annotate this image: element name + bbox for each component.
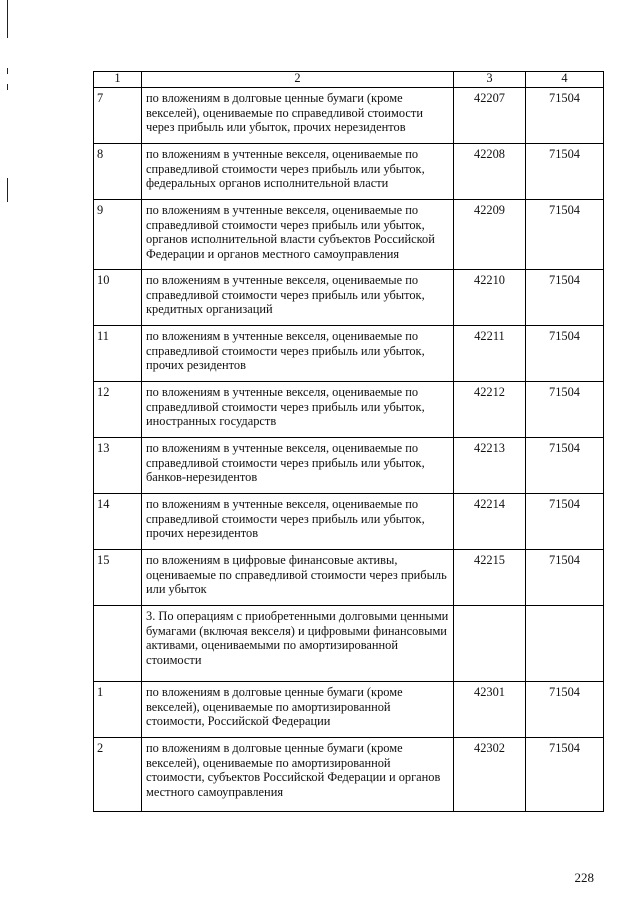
table-row bbox=[94, 326, 604, 382]
account-code-2: 71504 bbox=[526, 270, 604, 326]
row-description: по вложениям в долговые ценные бумаги (кроме векселей), оцениваемые по амортизированной стоимости, субъектов Российской Федерации и органов местного самоуправления bbox=[142, 738, 454, 812]
account-code-2: 71504 bbox=[526, 682, 604, 738]
account-code-2 bbox=[526, 606, 604, 682]
table-row bbox=[94, 438, 604, 494]
row-description: по вложениям в учтенные векселя, оцениваемые по справедливой стоимости через прибыль или убыток, прочих резидентов bbox=[142, 326, 454, 382]
account-code: 42212 bbox=[454, 382, 526, 438]
row-number: 1 bbox=[94, 682, 142, 738]
row-description: по вложениям в учтенные векселя, оцениваемые по справедливой стоимости через прибыль или убыток, органов исполнительной власти субъектов Российской Федерации и органов местного самоуправления bbox=[142, 200, 454, 270]
account-code: 42207 bbox=[454, 88, 526, 144]
account-code: 42302 bbox=[454, 738, 526, 812]
scan-edge-mark bbox=[7, 178, 8, 202]
account-code: 42301 bbox=[454, 682, 526, 738]
row-number: 13 bbox=[94, 438, 142, 494]
table-header-row bbox=[94, 72, 604, 88]
row-number: 10 bbox=[94, 270, 142, 326]
row-description: по вложениям в учтенные векселя, оцениваемые по справедливой стоимости через прибыль или убыток, кредитных организаций bbox=[142, 270, 454, 326]
table-row bbox=[94, 382, 604, 438]
column-header: 4 bbox=[526, 72, 604, 88]
table-row bbox=[94, 144, 604, 200]
row-description: по вложениям в долговые ценные бумаги (кроме векселей), оцениваемые по амортизированной стоимости, Российской Федерации bbox=[142, 682, 454, 738]
column-header: 1 bbox=[94, 72, 142, 88]
section-heading: 3. По операциям с приобретенными долговыми ценными бумагами (включая векселя) и цифровыми финансовыми активами, оцениваемыми по амортизированной стоимости bbox=[142, 606, 454, 682]
account-code: 42213 bbox=[454, 438, 526, 494]
table-row bbox=[94, 494, 604, 550]
account-code-2: 71504 bbox=[526, 144, 604, 200]
column-header: 2 bbox=[142, 72, 454, 88]
account-code-2: 71504 bbox=[526, 326, 604, 382]
account-code-2: 71504 bbox=[526, 438, 604, 494]
row-number: 14 bbox=[94, 494, 142, 550]
table-row bbox=[94, 738, 604, 812]
table-row bbox=[94, 88, 604, 144]
row-number: 7 bbox=[94, 88, 142, 144]
table-row bbox=[94, 270, 604, 326]
scan-edge-mark bbox=[7, 68, 8, 74]
account-code: 42215 bbox=[454, 550, 526, 606]
scan-edge-mark bbox=[7, 0, 8, 38]
account-code-2: 71504 bbox=[526, 382, 604, 438]
section-heading-row bbox=[94, 606, 604, 682]
account-code: 42210 bbox=[454, 270, 526, 326]
row-number: 8 bbox=[94, 144, 142, 200]
table-row bbox=[94, 550, 604, 606]
table-row bbox=[94, 200, 604, 270]
row-description: по вложениям в учтенные векселя, оцениваемые по справедливой стоимости через прибыль или убыток, банков-нерезидентов bbox=[142, 438, 454, 494]
account-code: 42211 bbox=[454, 326, 526, 382]
row-description: по вложениям в учтенные векселя, оцениваемые по справедливой стоимости через прибыль или убыток, иностранных государств bbox=[142, 382, 454, 438]
row-number: 2 bbox=[94, 738, 142, 812]
page-number: 228 bbox=[574, 870, 594, 885]
account-code-2: 71504 bbox=[526, 494, 604, 550]
account-code: 42209 bbox=[454, 200, 526, 270]
account-code-2: 71504 bbox=[526, 200, 604, 270]
account-code-2: 71504 bbox=[526, 738, 604, 812]
accounts-table bbox=[93, 71, 604, 812]
row-number: 12 bbox=[94, 382, 142, 438]
account-code bbox=[454, 606, 526, 682]
column-header: 3 bbox=[454, 72, 526, 88]
row-description: по вложениям в долговые ценные бумаги (кроме векселей), оцениваемые по справедливой стоимости через прибыль или убыток, прочих нерезидентов bbox=[142, 88, 454, 144]
account-code: 42214 bbox=[454, 494, 526, 550]
table-row bbox=[94, 682, 604, 738]
row-number: 11 bbox=[94, 326, 142, 382]
row-number: 15 bbox=[94, 550, 142, 606]
account-code-2: 71504 bbox=[526, 550, 604, 606]
scan-edge-mark bbox=[7, 84, 8, 90]
row-number: 9 bbox=[94, 200, 142, 270]
account-code-2: 71504 bbox=[526, 88, 604, 144]
row-number bbox=[94, 606, 142, 682]
row-description: по вложениям в учтенные векселя, оцениваемые по справедливой стоимости через прибыль или убыток, федеральных органов исполнительной власти bbox=[142, 144, 454, 200]
row-description: по вложениям в цифровые финансовые активы, оцениваемые по справедливой стоимости через прибыль или убыток bbox=[142, 550, 454, 606]
account-code: 42208 bbox=[454, 144, 526, 200]
row-description: по вложениям в учтенные векселя, оцениваемые по справедливой стоимости через прибыль или убыток, прочих нерезидентов bbox=[142, 494, 454, 550]
